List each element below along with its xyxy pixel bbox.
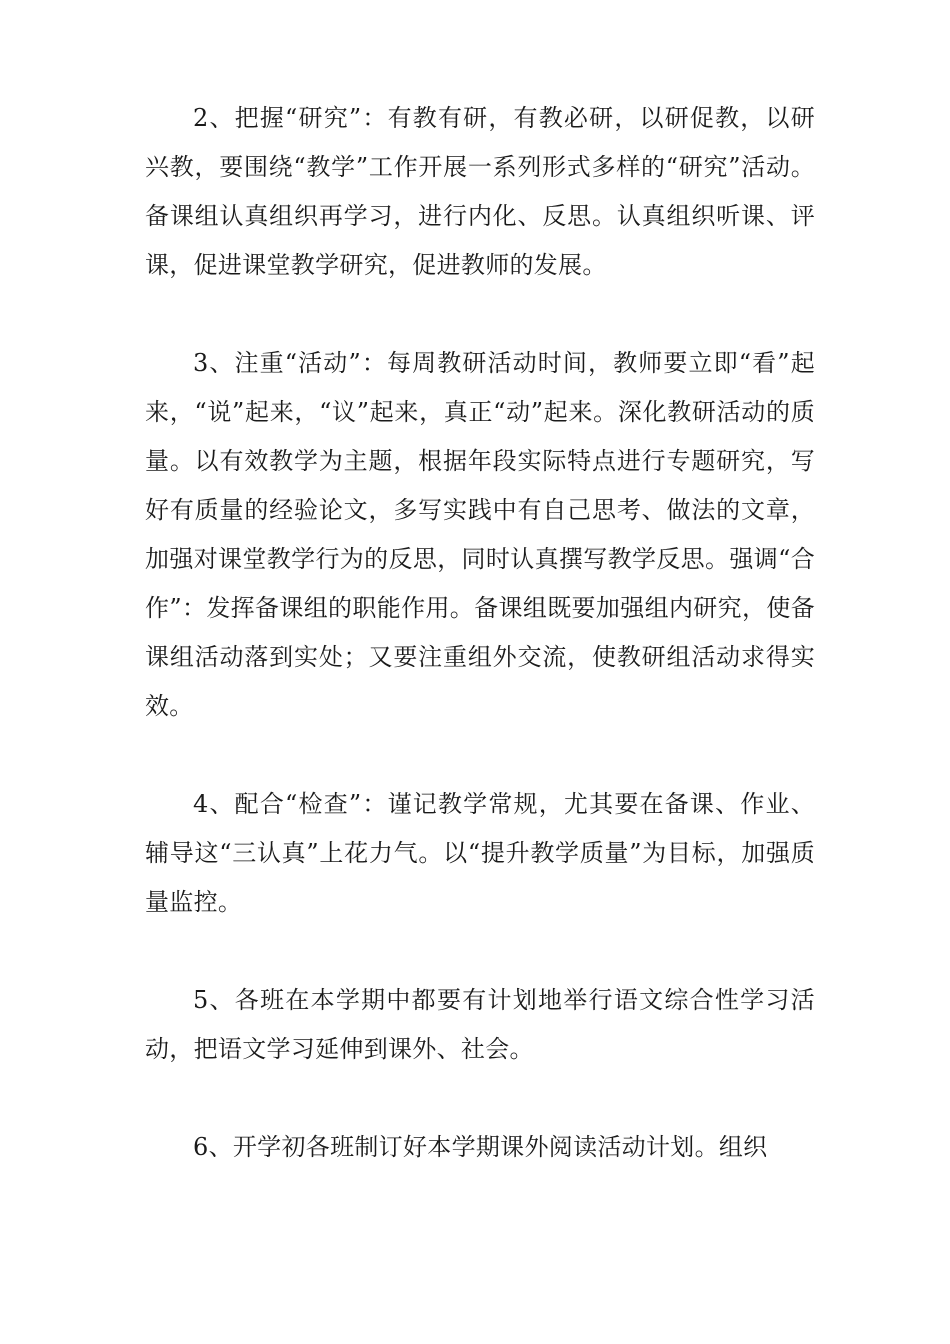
paragraph-3: 3、注重“活动”：每周教研活动时间，教师要立即“看”起来，“说”起来，“议”起来，真正“动”起来。深化教研活动的质量。以有效教学为主题，根据年段实际特点进行专题研究，写好有质量的经验论文，多写实践中有自己思考、做法的文章，加强对课堂教学行为的反思，同时认真撰写教学反思。强调“合作”：发挥备课组的职能作用。备课组既要加强组内研究，使备课组活动落到实处；又要注重组外交流，使教研组活动求得实效。 [145,349,815,720]
paragraph-5: 5、各班在本学期中都要有计划地举行语文综合性学习活动，把语文学习延伸到课外、社会。 [145,986,815,1063]
paragraph-4: 4、配合“检查”：谨记教学常规，尤其要在备课、作业、辅导这“三认真”上花力气。以“提升教学质量”为目标，加强质量监控。 [145,790,815,916]
paragraph-6: 6、开学初各班制订好本学期课外阅读活动计划。组织 [193,1133,768,1161]
document-body [145,94,815,1172]
paragraph-2: 2、把握“研究”：有教有研，有教必研，以研促教，以研兴教，要围绕“教学”工作开展一系列形式多样的“研究”活动。备课组认真组织再学习，进行内化、反思。认真组织听课、评课，促进课堂教学研究，促进教师的发展。 [145,104,815,279]
